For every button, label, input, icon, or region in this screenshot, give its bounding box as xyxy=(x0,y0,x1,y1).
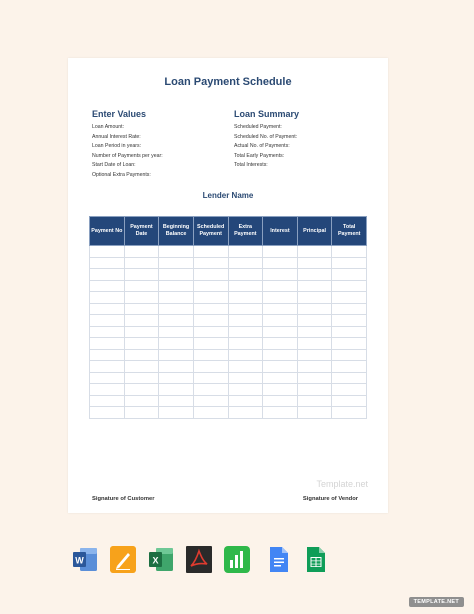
table-cell xyxy=(90,338,125,350)
table-cell xyxy=(193,280,228,292)
table-cell xyxy=(263,269,298,281)
payment-schedule-table xyxy=(89,216,367,419)
loan-summary-section xyxy=(234,109,299,171)
header-interest: Interest xyxy=(263,217,298,246)
table-cell xyxy=(263,407,298,419)
field-loan-period: Loan Period in years: xyxy=(92,143,142,149)
table-cell xyxy=(90,257,125,269)
table-cell xyxy=(332,246,367,258)
table-row xyxy=(90,372,367,384)
field-annual-interest-rate: Annual Interest Rate: xyxy=(92,133,141,140)
table-cell xyxy=(263,395,298,407)
table-cell xyxy=(228,384,263,396)
table-cell xyxy=(263,372,298,384)
table-cell xyxy=(297,361,332,373)
table-cell xyxy=(124,407,159,419)
table-cell xyxy=(159,280,194,292)
table-cell xyxy=(263,326,298,338)
excel-icon[interactable] xyxy=(148,546,174,573)
table-cell xyxy=(332,361,367,373)
table-cell xyxy=(297,326,332,338)
table-cell xyxy=(90,303,125,315)
table-cell xyxy=(332,269,367,281)
table-cell xyxy=(124,269,159,281)
numbers-icon[interactable] xyxy=(224,546,250,573)
table-row xyxy=(90,315,367,327)
table-row xyxy=(90,338,367,350)
document-title: Loan Payment Schedule xyxy=(164,76,292,88)
table-cell xyxy=(332,407,367,419)
table-cell xyxy=(297,246,332,258)
table-cell xyxy=(263,384,298,396)
table-cell xyxy=(193,372,228,384)
table-cell xyxy=(124,395,159,407)
google-docs-icon[interactable] xyxy=(266,546,292,573)
table-cell xyxy=(332,303,367,315)
table-cell xyxy=(263,246,298,258)
table-cell xyxy=(193,292,228,304)
table-cell xyxy=(124,246,159,258)
table-cell xyxy=(90,326,125,338)
table-cell xyxy=(90,292,125,304)
table-row xyxy=(90,280,367,292)
table-cell xyxy=(297,395,332,407)
table-cell xyxy=(332,315,367,327)
table-cell xyxy=(90,384,125,396)
svg-text:X: X xyxy=(152,555,159,566)
table-cell xyxy=(90,372,125,384)
table-cell xyxy=(193,361,228,373)
enter-values-heading: Enter Values xyxy=(92,109,147,119)
table-cell xyxy=(332,257,367,269)
table-cell xyxy=(332,372,367,384)
field-total-interests: Total Interests: xyxy=(234,162,268,168)
table-cell xyxy=(124,372,159,384)
table-cell xyxy=(263,303,298,315)
table-cell xyxy=(90,395,125,407)
field-total-early-payments: Total Early Payments: xyxy=(234,152,285,159)
table-cell xyxy=(332,349,367,361)
table-cell xyxy=(228,303,263,315)
table-cell xyxy=(297,384,332,396)
table-row xyxy=(90,269,367,281)
table-cell xyxy=(297,349,332,361)
table-cell xyxy=(159,407,194,419)
table-cell xyxy=(90,361,125,373)
table-cell xyxy=(159,246,194,258)
field-actual-no-payments: Actual No. of Payments: xyxy=(234,143,290,149)
table-cell xyxy=(159,303,194,315)
table-cell xyxy=(297,269,332,281)
table-header-row xyxy=(90,217,367,246)
table-cell xyxy=(228,361,263,373)
table-row xyxy=(90,303,367,315)
header-scheduled-payment: Scheduled Payment xyxy=(193,217,228,246)
table-cell xyxy=(228,246,263,258)
table-cell xyxy=(263,280,298,292)
table-cell xyxy=(90,349,125,361)
table-cell xyxy=(124,384,159,396)
table-cell xyxy=(124,303,159,315)
loan-summary-heading: Loan Summary xyxy=(234,109,300,119)
table-cell xyxy=(193,395,228,407)
table-cell xyxy=(193,349,228,361)
format-icons-row xyxy=(72,546,332,574)
table-cell xyxy=(228,315,263,327)
header-payment-no: Payment No xyxy=(90,217,125,246)
lender-name-label: Lender Name xyxy=(202,191,254,200)
table-cell xyxy=(297,372,332,384)
table-cell xyxy=(159,395,194,407)
table-cell xyxy=(124,326,159,338)
table-cell xyxy=(332,395,367,407)
table-cell xyxy=(332,338,367,350)
table-row xyxy=(90,246,367,258)
pages-icon[interactable] xyxy=(110,546,136,573)
header-total-payment: Total Payment xyxy=(332,217,367,246)
table-cell xyxy=(124,257,159,269)
table-cell xyxy=(124,361,159,373)
table-cell xyxy=(263,257,298,269)
table-cell xyxy=(228,349,263,361)
template-net-badge[interactable]: TEMPLATE.NET xyxy=(409,597,464,607)
word-icon[interactable] xyxy=(72,546,98,573)
table-cell xyxy=(297,407,332,419)
table-row xyxy=(90,384,367,396)
table-cell xyxy=(332,326,367,338)
header-payment-date: Payment Date xyxy=(124,217,159,246)
table-cell xyxy=(124,315,159,327)
watermark: Template.net xyxy=(316,479,368,489)
enter-values-section xyxy=(92,109,163,180)
google-sheets-icon[interactable] xyxy=(303,546,329,573)
field-extra-payments: Optional Extra Payments: xyxy=(92,171,151,178)
table-row xyxy=(90,361,367,373)
table-row xyxy=(90,395,367,407)
table-cell xyxy=(228,257,263,269)
table-cell xyxy=(124,349,159,361)
svg-text:W: W xyxy=(75,555,84,566)
table-cell xyxy=(228,292,263,304)
table-cell xyxy=(193,257,228,269)
table-cell xyxy=(263,349,298,361)
table-cell xyxy=(297,303,332,315)
table-cell xyxy=(159,361,194,373)
table-cell xyxy=(90,280,125,292)
table-cell xyxy=(263,315,298,327)
table-cell xyxy=(159,384,194,396)
field-payments-per-year: Number of Payments per year: xyxy=(92,152,163,159)
table-cell xyxy=(228,395,263,407)
table-cell xyxy=(193,407,228,419)
table-cell xyxy=(90,269,125,281)
table-cell xyxy=(90,246,125,258)
table-cell xyxy=(228,269,263,281)
table-cell xyxy=(228,372,263,384)
table-cell xyxy=(159,257,194,269)
table-cell xyxy=(193,303,228,315)
table-cell xyxy=(263,338,298,350)
table-cell xyxy=(193,246,228,258)
table-cell xyxy=(193,326,228,338)
table-cell xyxy=(124,292,159,304)
table-cell xyxy=(297,257,332,269)
table-cell xyxy=(263,361,298,373)
table-cell xyxy=(297,315,332,327)
header-principal: Principal xyxy=(297,217,332,246)
table-cell xyxy=(228,338,263,350)
table-body xyxy=(90,246,367,419)
table-cell xyxy=(124,338,159,350)
signature-customer: Signature of Customer xyxy=(92,496,155,502)
field-loan-amount: Loan Amount: xyxy=(92,124,125,130)
table-cell xyxy=(159,326,194,338)
field-scheduled-payment: Scheduled Payment: xyxy=(234,124,282,130)
table-cell xyxy=(332,384,367,396)
table-cell xyxy=(159,269,194,281)
table-cell xyxy=(159,315,194,327)
pdf-icon[interactable] xyxy=(186,546,212,573)
document-page xyxy=(68,58,388,513)
table-cell xyxy=(263,292,298,304)
table-cell xyxy=(228,407,263,419)
table-cell xyxy=(332,280,367,292)
table-row xyxy=(90,292,367,304)
table-cell xyxy=(228,280,263,292)
table-row xyxy=(90,326,367,338)
header-beginning-balance: Beginning Balance xyxy=(159,217,194,246)
table-cell xyxy=(228,326,263,338)
table-cell xyxy=(90,315,125,327)
table-cell xyxy=(159,372,194,384)
field-scheduled-no-payment: Scheduled No. of Payment: xyxy=(234,133,298,140)
table-row xyxy=(90,257,367,269)
table-cell xyxy=(124,280,159,292)
table-cell xyxy=(159,338,194,350)
field-start-date: Start Date of Loan: xyxy=(92,162,136,168)
table-cell xyxy=(193,338,228,350)
table-cell xyxy=(193,384,228,396)
table-cell xyxy=(297,292,332,304)
table-cell xyxy=(159,349,194,361)
table-cell xyxy=(297,338,332,350)
table-row xyxy=(90,349,367,361)
table-row xyxy=(90,407,367,419)
table-cell xyxy=(297,280,332,292)
signature-vendor: Signature of Vendor xyxy=(302,496,358,502)
table-cell xyxy=(332,292,367,304)
table-cell xyxy=(193,315,228,327)
table-cell xyxy=(159,292,194,304)
header-extra-payment: Extra Payment xyxy=(228,217,263,246)
table-cell xyxy=(193,269,228,281)
table-cell xyxy=(90,407,125,419)
